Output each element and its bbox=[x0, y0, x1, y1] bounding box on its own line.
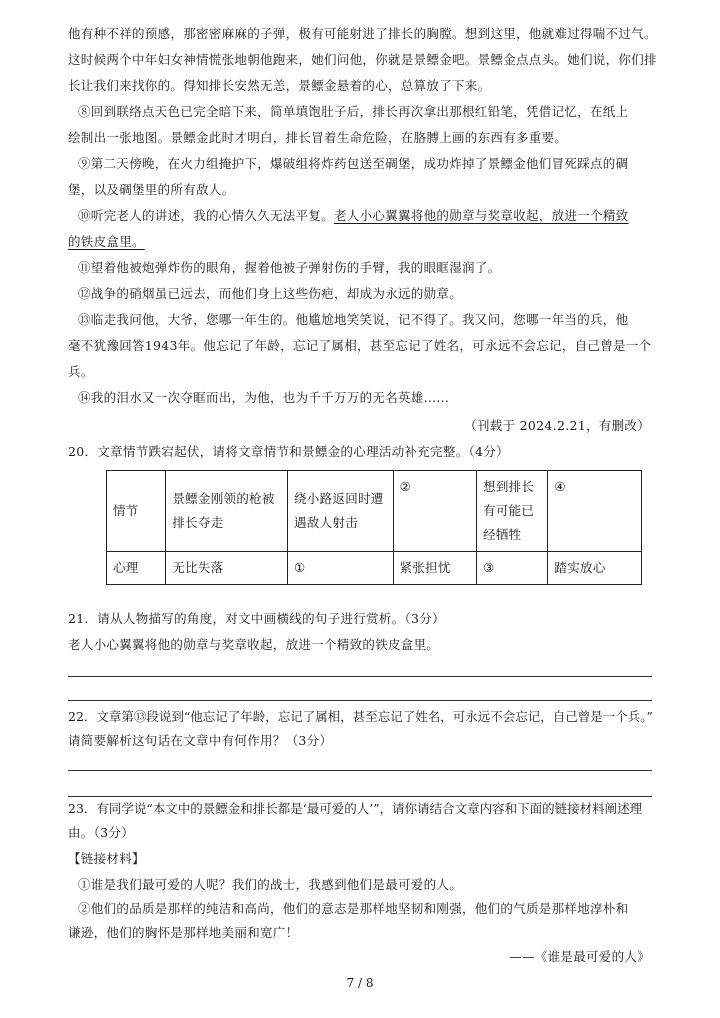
answer-line bbox=[68, 796, 652, 797]
question-21-sentence: 老人小心翼翼将他的勋章与奖章收起，放进一个精致的铁皮盒里。 bbox=[68, 637, 440, 652]
table-row bbox=[107, 552, 642, 585]
question-21: 21．请从人物描写的角度，对文中画横线的句子进行赏析。（3分） bbox=[68, 611, 445, 626]
table-cell-blank: ① bbox=[288, 552, 394, 585]
passage-source: （刊载于 2024.2.21，有删改） bbox=[464, 418, 650, 433]
underlined-sentence-end: 的铁皮盒里。 bbox=[68, 234, 145, 249]
answer-line bbox=[68, 770, 652, 771]
link-material-source: ——《谁是最可爱的人》 bbox=[509, 949, 650, 964]
table-cell: 景鳔金刚领的枪被排长夺走 bbox=[166, 471, 288, 552]
plot-table bbox=[106, 470, 642, 585]
question-22-cont: 请简要解析这句话在文章中有何作用？（3分） bbox=[68, 733, 333, 748]
table-cell-blank: ③ bbox=[477, 552, 548, 585]
table-cell: 绕小路返回时遭遇敌人射击 bbox=[288, 471, 394, 552]
passage-paragraph-14: ⑭我的泪水又一次夺眶而出，为他，也为千千万万的无名英雄…… bbox=[78, 390, 450, 405]
link-material-2-cont: 谦逊，他们的胸怀是那样地美丽和宽广！ bbox=[68, 925, 299, 940]
passage-paragraph-12: ⑫战争的硝烟虽已远去，而他们身上这些伤疤，却成为永远的勋章。 bbox=[78, 286, 463, 301]
table-row-label: 心理 bbox=[107, 552, 166, 585]
table-row bbox=[107, 471, 642, 552]
question-22: 22．文章第⑬段说到“他忘记了年龄，忘记了属相，甚至忘记了姓名，可永远不会忘记，自己曾是一个兵。” bbox=[68, 709, 653, 724]
passage-line: 堡，以及碉堡里的所有敌人。 bbox=[68, 182, 235, 197]
table-cell: 踏实放心 bbox=[548, 552, 642, 585]
passage-line: 他有种不祥的预感，那密密麻麻的子弹，极有可能射进了排长的胸膛。想到这里，他就难过得喘不过气。 bbox=[68, 26, 657, 41]
passage-paragraph-8: ⑧回到联络点天色已完全暗下来，简单填饱肚子后，排长再次拿出那根红铅笔，凭借记忆，在纸上 bbox=[78, 104, 629, 119]
passage-paragraph-9: ⑨第二天傍晚，在火力组掩护下，爆破组将炸药包送至碉堡，成功炸掉了景鳔金他们冒死踩点的碉 bbox=[78, 156, 629, 171]
question-23: 23．有同学说“本文中的景鳔金和排长都是‘最可爱的人’”，请你请结合文章内容和下面的链接材料阐述理 bbox=[68, 801, 643, 816]
table-row-label: 情节 bbox=[107, 471, 166, 552]
answer-line bbox=[68, 676, 652, 677]
table-cell: 无比失落 bbox=[166, 552, 288, 585]
answer-line bbox=[68, 700, 652, 701]
paragraph-10-text: ⑩听完老人的讲述，我的心情久久无法平复。 bbox=[78, 208, 335, 223]
link-material-2: ②他们的品质是那样的纯洁和高尚，他们的意志是那样地坚韧和刚强，他们的气质是那样地淳朴和 bbox=[78, 901, 629, 916]
link-material-1: ①谁是我们最可爱的人呢？我们的战士，我感到他们是最可爱的人。 bbox=[78, 877, 463, 892]
passage-paragraph-10 bbox=[78, 207, 668, 225]
question-20: 20．文章情节跌宕起伏，请将文章情节和景鳔金的心理活动补充完整。（4分） bbox=[68, 444, 509, 459]
passage-paragraph-11: ⑪望着他被炮弹炸伤的眼角，握着他被子弹射伤的手臂，我的眼眶湿润了。 bbox=[78, 260, 501, 275]
table-cell-blank: ④ bbox=[548, 471, 642, 552]
table-cell: 想到排长有可能已经牺牲 bbox=[477, 471, 548, 552]
passage-line: 兵。 bbox=[68, 364, 94, 379]
passage-line: 长让我们来找你的。得知排长安然无恙，景鳔金悬着的心，总算放了下来。 bbox=[68, 78, 491, 93]
passage-line: 毫不犹豫回答1943年。他忘记了年龄，忘记了属相，甚至忘记了姓名，可永远不会忘记，自己曾是一个 bbox=[68, 338, 652, 353]
link-material-title: 【链接材料】 bbox=[68, 851, 145, 866]
page-number: 7 / 8 bbox=[346, 976, 374, 990]
passage-line: 绘制出一张地图。景鳔金此时才明白，排长冒着生命危险，在胳膊上画的东西有多重要。 bbox=[68, 130, 568, 145]
passage-paragraph-13: ⑬临走我问他，大爷，您哪一年生的。他尴尬地笑笑说，记不得了。我又问，您哪一年当的兵，他 bbox=[78, 312, 629, 327]
table-cell-blank: ② bbox=[393, 471, 476, 552]
underlined-sentence: 老人小心翼翼将他的勋章与奖章收起，放进一个精致 bbox=[334, 208, 629, 223]
passage-line bbox=[68, 233, 658, 251]
table-cell: 紧张担忧 bbox=[393, 552, 476, 585]
question-23-cont: 由。（3分） bbox=[68, 825, 135, 840]
passage-line: 这时候两个中年妇女神情慌张地朝他跑来，她们问他，你就是景鳔金吧。景鳔金点点头。她们说，你们排 bbox=[68, 52, 657, 67]
